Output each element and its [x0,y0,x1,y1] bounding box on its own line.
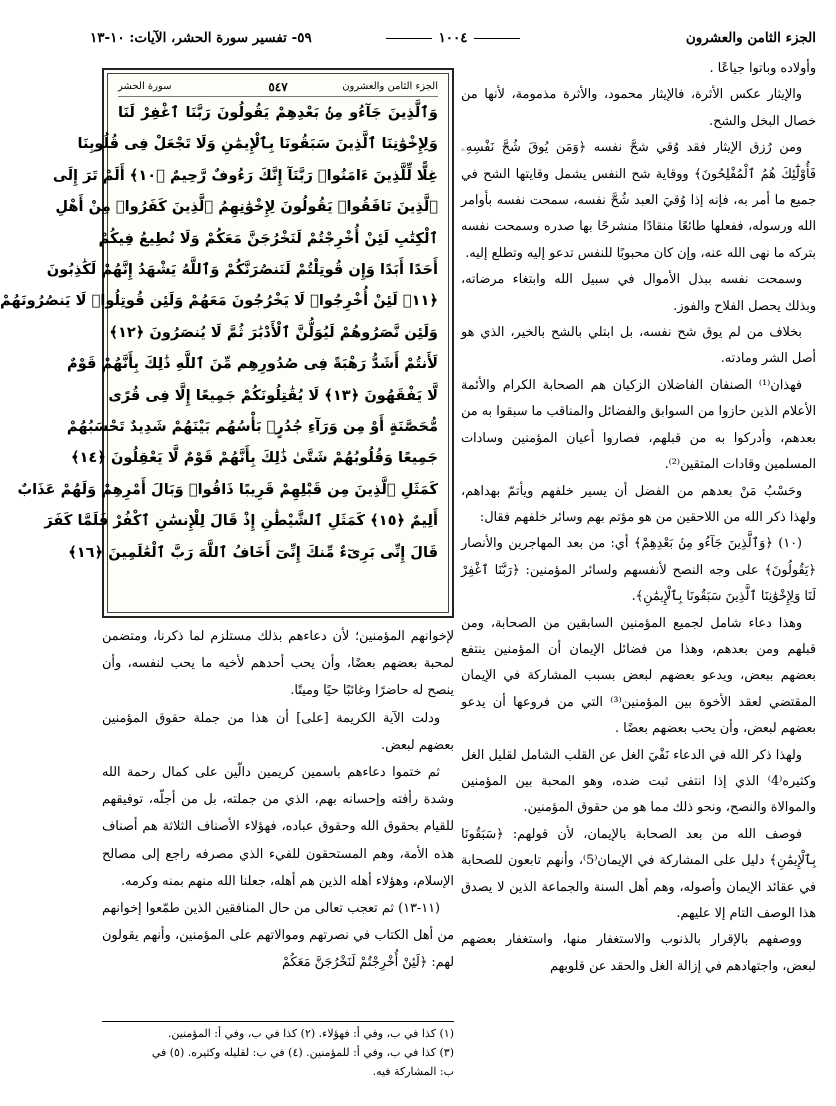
footnote-line: (١) كذا في ب، وفي أ: فهؤلاء. (٢) كذا في ب، وفي أ: المؤمنين. [167,1027,454,1040]
paragraph: وحَسْبُ مَنْ بعدهم من الفضل أن يسير خلفهم ويأتمّ بهداهم، ولهذا ذكر الله من اللاحقين من هو مؤتم بهم وسائر خلفهم فقال: [461,483,816,525]
quran-line: ﴿١١﴾ لَئِنْ أُخْرِجُوا۟ لَا يَخْرُجُونَ مَعَهُمْ وَلَئِن قُوتِلُوا۟ لَا يَنصُرُونَهُمْ [0,292,438,310]
header-page-number: ١٠٠٤ [438,30,468,46]
quran-line: ٱلْكِتَٰبِ لَئِنْ أُخْرِجْتُمْ لَنَخْرُجَنَّ مَعَكُمْ وَلَا نُطِيعُ فِيكُمْ [98,229,438,247]
quran-line: مُّحَصَّنَةٍ أَوْ مِن وَرَآءِ جُدُرٍۭ بَأْسُهُم بَيْنَهُمْ شَدِيدٌ تَحْسَبُهُمْ [66,418,438,436]
quran-surah-label: سورة الحشر [118,81,172,92]
quran-line: كَمَثَلِ ٱلَّذِينَ مِن قَبْلِهِمْ قَرِيبًا ذَاقُوا۟ وَبَالَ أَمْرِهِمْ وَلَهُمْ عَذَابٌ [17,480,438,498]
paragraph: فوصف الله من بعد الصحابة بالإيمان، لأن قولهم: ﴿سَبَقُونَا بِٱلْإِيمَٰنِ﴾ دليل على المشاركة في الإيمان⁽5⁾، وأنهم تابعون للصحابة في عقائد الإيمان وأصوله، وهم أهل السنة والجماعة الذين لا يصدق هذا الوصف التام إلا عليهم. [461,826,816,921]
header-book-part: الجزء الثامن والعشرون [685,30,816,46]
quran-page-image [0,68,454,618]
header-rule-left [386,38,432,39]
quran-line: غِلًّا لِّلَّذِينَ ءَامَنُوا۟ رَبَّنَآ إِنَّكَ رَءُوفٌ رَّحِيمٌ ﴿١٠﴾ أَلَمْ تَرَ إِلَى [52,166,438,184]
quran-line: وَلَئِن نَّصَرُوهُمْ لَيُوَلُّنَّ ٱلْأَدْبَٰرَ ثُمَّ لَا يُنصَرُونَ ﴿١٢﴾ [109,323,438,341]
page-header [90,26,816,50]
quran-line: وَٱلَّذِينَ جَآءُو مِنۢ بَعْدِهِمْ يَقُولُونَ رَبَّنَا ٱغْفِرْ لَنَا [118,104,438,121]
quran-line: قَالَ إِنِّى بَرِىٓءٌ مِّنكَ إِنِّىٓ أَخَافُ ٱللَّهَ رَبَّ ٱلْعَٰلَمِينَ ﴿١٦﴾ [68,543,438,561]
paragraph: ووصفهم بالإقرار بالذنوب والاستغفار منها، واستغفار بعضهم لبعض، واجتهادهم في إزالة الغل والحقد عن قلوبهم [461,932,816,974]
footnotes [102,1024,454,1081]
paragraph: ثم ختموا دعاءهم باسمين كريمين دالّين على كمال رحمة الله وشدة رأفته وإحسانه بهم، الذي من جملته، بل من أجلّه، توفيقهم للقيام بحقوق الله وحقوق عباده، فهؤلاء الأصناف الثلاثة هم أصناف هذه الأمة، وهم المستحقون للفيء الذي مصرفه راجع إلى مصالح الإسلام، وهؤلاء أهله الذين هم أهله، جعلنا الله منهم بمنه وكرمه. [102,765,454,889]
paragraph: وهذا دعاء شامل لجميع المؤمنين السابقين من الصحابة، ومن قبلهم ومن بعدهم، وهذا من فضائل الإيمان أن المؤمنين ينتفع بعضهم ببعض، ويدعو بعضهم لبعض بسبب المشاركة في الإيمان المقتضي لعقد الأخوة بين المؤمنين⁽³⁾ التي من فروعها أن يدعو بعضهم لبعض، وأن يحب بعضهم بعضًا . [461,615,816,737]
paragraph: ولهذا ذكر الله في الدعاء نَفْيَ الغل عن القلب الشامل لقليل الغل وكثيره⁽4⁾ الذي إذا انتفى ثبت ضده، وهو المحبة بين المؤمنين والموالاة والنصح، ونحو ذلك مما هو من حقوق المؤمنين. [461,747,816,816]
quran-line: ٱلَّذِينَ نَافَقُوا۟ يَقُولُونَ لِإِخْوَٰنِهِمُ ٱلَّذِينَ كَفَرُوا۟ مِنْ أَهْلِ [55,198,438,216]
paragraph: وأولاده وباتوا جياعًا . [709,61,816,76]
header-surah-info: ٥٩- تفسير سورة الحشر، الآيات: ١٠-١٣ [90,30,312,46]
quran-line: لَأَنتُمْ أَشَدُّ رَهْبَةً فِى صُدُورِهِم مِّنَ ٱللَّهِ ذَٰلِكَ بِأَنَّهُمْ قَوْمٌ [67,355,438,373]
paragraph: ودلت الآية الكريمة [على] أن هذا من جملة حقوق المؤمنين بعضهم لبعض. [102,710,454,753]
quran-page-number: ٥٤٧ [268,80,288,94]
right-column-text [461,56,816,980]
quran-juz-label: الجزء الثامن والعشرون [342,81,438,92]
quran-line: جَمِيعًا وَقُلُوبُهُمْ شَتَّىٰ ذَٰلِكَ بِأَنَّهُمْ قَوْمٌ لَّا يَعْقِلُونَ ﴿١٤﴾ [70,449,438,467]
footnote-line: ب: المشاركة فيه. [372,1065,454,1078]
paragraph: (١٠) ﴿وَٱلَّذِينَ جَآءُو مِنۢ بَعْدِهِمْ﴾ أي: من بعد المهاجرين والأنصار ﴿يَقُولُونَ﴾ على وجه النصح لأنفسهم ولسائر المؤمنين: ﴿رَبَّنَا ٱغْفِرْ لَنَا وَلِإِخْوَٰنِنَا ٱلَّذِينَ سَبَقُونَا بِٱلْإِيمَٰنِ﴾. [461,536,816,605]
paragraph: ومن رُزق الإيثار فقد وُقي شحَّ نفسه ﴿وَمَن يُوقَ شُحَّ نَفْسِهِۦ فَأُوْلَٰٓئِكَ هُمُ ٱلْمُفْلِحُونَ﴾ ووقاية شح النفس يشمل وقايتها الشح في جميع ما أمر به، فإنه إذا وُقيَ العبد شُحَّ نفسه، سمحت نفسه بأوامر الله ورسوله، ففعلها طائعًا منقادًا منشرحًا بها صدره وسمحت نفسه بتركه ما نهى الله عنه، وإن كان محبوبًا للنفس تدعو إليه وتطلع إليه. [461,140,816,261]
quran-page-inner-border [0,73,449,613]
left-column-text [102,623,454,977]
quran-line: أَحَدًا أَبَدًا وَإِن قُوتِلْتُمْ لَنَنصُرَنَّكُمْ وَٱللَّهُ يَشْهَدُ إِنَّهُمْ لَكَٰذِبُونَ [46,261,438,279]
paragraph: بخلاف من لم يوق شح نفسه، بل ابتلي بالشح بالخير، الذي هو أصل الشر ومادته. [461,325,816,367]
quran-line: وَلِإِخْوَٰنِنَا ٱلَّذِينَ سَبَقُونَا بِٱلْإِيمَٰنِ وَلَا تَجْعَلْ فِى قُلُوبِنَا [77,135,438,153]
paragraph: (١١-١٣) ثم تعجب تعالى من حال المنافقين الذين طمّعوا إخوانهم من أهل الكتاب في نصرتهم وموالاتهم على المؤمنين، وأنهم يقولون لهم: ﴿لَئِنْ أُخْرِجْتُمْ لَنَخْرُجَنَّ مَعَكُمْ [102,901,454,971]
paragraph: وسمحت نفسه ببذل الأموال في سبيل الله وابتغاء مرضاته، وبذلك يحصل الفلاح والفوز. [461,272,816,314]
footnote-line: (٣) كذا في ب، وفي أ: للمؤمنين. (٤) في ب: لقليله وكثيره. (٥) في [151,1046,454,1059]
quran-page-top-bar [118,78,438,97]
quran-line: أَلِيمٌ ﴿١٥﴾ كَمَثَلِ ٱلشَّيْطَٰنِ إِذْ قَالَ لِلْإِنسَٰنِ ٱكْفُرْ فَلَمَّا كَفَرَ [44,512,438,530]
paragraph: فهذان⁽¹⁾ الصنفان الفاضلان الزكيان هم الصحابة الكرام والأئمة الأعلام الذين حازوا من السوابق والفضائل والمناقب ما سبقوا به من بعدهم، وأدركوا به من قبلهم، فصاروا أعيان المؤمنين وسادات المسلمين وقادات المتقين⁽²⁾. [461,377,816,473]
paragraph: والإيثار عكس الأثرة، فالإيثار محمود، والأثرة مذمومة، لأنها من خصال البخل والشح. [461,87,816,129]
header-rule-right [474,38,520,39]
footnote-divider [102,1021,454,1022]
quran-line: لَّا يَفْقَهُونَ ﴿١٣﴾ لَا يُقَٰتِلُونَكُمْ جَمِيعًا إِلَّا فِى قُرًى [108,386,438,404]
paragraph: لإخوانهم المؤمنين؛ لأن دعاءهم بذلك مستلزم لما ذكرنا، ومتضمن لمحبة بعضهم بعضًا، وأن يحب أحدهم لأخيه ما يحب لنفسه، وأن ينصح له حاضرًا وغائبًا حيًا وميتًا. [102,629,454,699]
